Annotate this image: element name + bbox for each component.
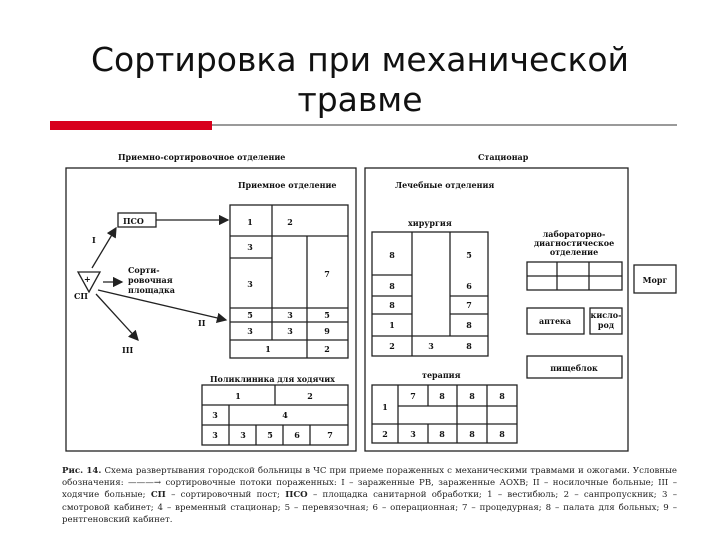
sort-area-label-line-1: Сорти- — [128, 265, 160, 275]
sort-area-label-line-3: площадка — [128, 285, 175, 295]
therapy-cell: 2 — [382, 429, 388, 439]
therapy-cell: 8 — [439, 391, 445, 401]
oxygen-label-line-2: род — [597, 320, 615, 330]
polyclinic-cell: 5 — [267, 430, 273, 440]
reception-cell: 7 — [324, 269, 330, 279]
therapy-cell: 1 — [382, 402, 388, 412]
caption-abbr-pso: ПСО — [285, 490, 308, 501]
polyclinic-title: Поликлиника для ходячих — [210, 374, 335, 384]
surgery-cell: 3 — [428, 341, 434, 351]
stream-II-label: II — [198, 318, 206, 328]
caption-figure-label: Рис. 14. — [62, 466, 102, 476]
pso-label: ПСО — [123, 216, 144, 226]
therapy-cell: 8 — [469, 429, 475, 439]
polyclinic-cell: 3 — [240, 430, 246, 440]
polyclinic-cell: 4 — [282, 410, 288, 420]
reception-cell: 3 — [247, 242, 253, 252]
stream-I-label: I — [92, 235, 96, 245]
inpatient-title: Стационар — [478, 152, 529, 162]
reception-cell: 3 — [287, 326, 293, 336]
inpatient-frame — [365, 168, 628, 451]
surgery-cell: 1 — [389, 320, 395, 330]
caption-text-2: сортировочные потоки пораженных: — [165, 478, 337, 489]
surgery-cell: 8 — [466, 320, 472, 330]
caption-stream-arrow-icon: ———→ — [128, 478, 162, 489]
therapy-cell: 8 — [439, 429, 445, 439]
lab-title-line-2: диагностическое — [533, 238, 615, 248]
caption-text-4: – сортировочный пост; — [171, 490, 280, 501]
surgery-cell: 8 — [466, 341, 472, 351]
caption-text-1: Схема развертывания городской больницы в ЧС при приеме пораженных с механическими травмами и ожогами. Условные обозначения: — [62, 466, 678, 489]
figure-caption — [62, 465, 677, 526]
therapy-cell: 7 — [410, 391, 416, 401]
sp-label: СП — [74, 291, 88, 301]
reception-cell: 1 — [265, 344, 271, 354]
surgery-cell: 8 — [389, 281, 395, 291]
reception-cell: 2 — [287, 217, 293, 227]
therapy-title: терапия — [422, 370, 461, 380]
sorting-department-title: Приемно-сортировочное отделение — [118, 152, 286, 162]
reception-cell: 2 — [324, 344, 330, 354]
plus-label: + — [84, 274, 91, 284]
polyclinic-cell: 1 — [235, 391, 241, 401]
polyclinic-cell: 3 — [212, 410, 218, 420]
polyclinic-cell: 7 — [327, 430, 333, 440]
reception-cell: 3 — [287, 310, 293, 320]
kitchen-label: пищеблок — [550, 363, 598, 373]
caption-text-5: – площадка санитарной обработки; 1 – вестибюль; 2 – санпропускник; 3 – смотровой кабинет; 4 – временный стационар; 5 – перевязочная; 6 – операционная; 7 – процедурная; 8 – палата для больных; 9 – рентгеновский кабинет. — [62, 490, 677, 525]
surgery-cell: 7 — [466, 300, 472, 310]
slide-title-line-1: Сортировка при механической — [90, 40, 630, 79]
surgery-title: хирургия — [408, 218, 452, 228]
reception-cell: 3 — [247, 279, 253, 289]
surgery-cell: 8 — [389, 250, 395, 260]
reception-cell: 3 — [247, 326, 253, 336]
polyclinic-cell: 2 — [307, 391, 313, 401]
therapy-cell: 8 — [499, 391, 505, 401]
stream-III-label: III — [122, 345, 134, 355]
therapy-cell: 8 — [469, 391, 475, 401]
morgue-label: Морг — [642, 275, 668, 285]
reception-cell: 5 — [247, 310, 253, 320]
polyclinic-cell: 6 — [294, 430, 300, 440]
therapy-cell: 3 — [410, 429, 416, 439]
caption-abbr-sp: СП — [150, 490, 166, 501]
therapy-cell: 8 — [499, 429, 505, 439]
sort-area-label-line-2: ровочная — [128, 275, 173, 285]
lab-title-line-1: лабораторно- — [542, 229, 606, 239]
surgery-cell: 6 — [466, 281, 472, 291]
lab-title-line-3: отделение — [549, 247, 599, 257]
reception-cell: 9 — [324, 326, 330, 336]
caption-text-3: I – зараженные РВ, зараженные АОХВ; II – носилочные больные; III – ходячие больные; — [62, 478, 677, 501]
surgery-cell: 5 — [466, 250, 472, 260]
slide-title-line-2: травме — [297, 80, 423, 119]
surgery-cell: 8 — [389, 300, 395, 310]
reception-cell: 1 — [247, 217, 253, 227]
oxygen-label-line-1: кисло- — [590, 310, 622, 320]
reception-title: Приемное отделение — [238, 180, 337, 190]
reception-cell: 5 — [324, 310, 330, 320]
surgery-cell: 2 — [389, 341, 395, 351]
polyclinic-cell: 3 — [212, 430, 218, 440]
treatment-departments-title: Лечебные отделения — [395, 180, 495, 190]
pharmacy-label: аптека — [538, 316, 572, 326]
